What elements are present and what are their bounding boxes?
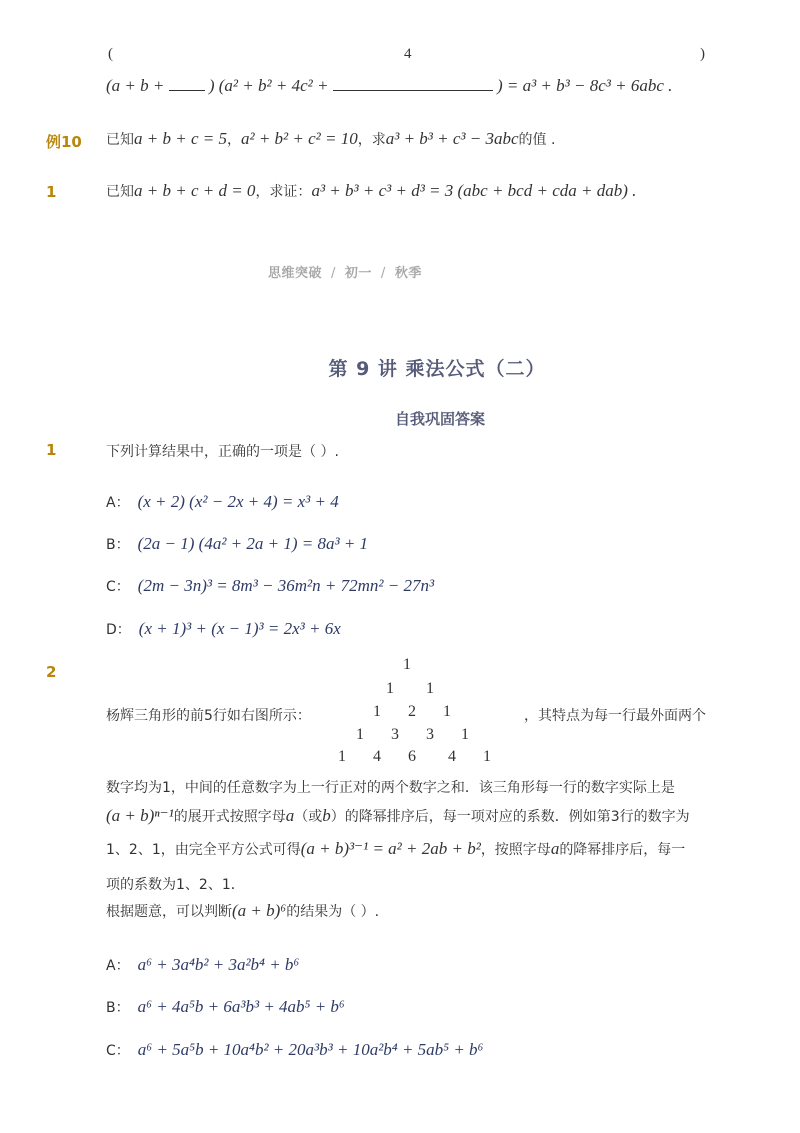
footer-part3: 秋季: [394, 266, 422, 281]
tri-r5-c2: 4: [373, 748, 381, 765]
q2-line3-b: （或: [294, 809, 323, 825]
page-footer: [268, 262, 422, 281]
section-subtitle: 自我巩固答案: [394, 410, 485, 428]
p1-cond: a + b + c + d = 0: [134, 181, 256, 200]
question-1-number: 1: [46, 441, 57, 459]
example-10-text: [106, 129, 555, 149]
q1-option-a-label: A：: [106, 495, 130, 511]
q1-option-c[interactable]: [106, 576, 434, 596]
tri-r5-c1: 1: [338, 748, 346, 765]
equation-right: ) = a³ + b³ − 8c³ + 6abc .: [496, 76, 673, 95]
q2-option-b[interactable]: [106, 997, 345, 1017]
q2-line3: [106, 806, 690, 826]
tri-r4-c3: 3: [426, 726, 434, 743]
q2-option-a-math: a⁶ + 3a⁴b² + 3a²b⁴ + b⁶: [137, 955, 300, 974]
q2-line4: [106, 839, 685, 859]
tri-r3-c3: 1: [443, 703, 451, 720]
tri-r2-c1: 1: [386, 680, 394, 697]
q1-option-b-math: (2a − 1) (4a² + 2a + 1) = 8a³ + 1: [137, 534, 369, 553]
tri-r5-c3: 6: [408, 748, 416, 765]
tri-r3-c1: 1: [373, 703, 381, 720]
q1-option-a-math: (x + 2) (x² − 2x + 4) = x³ + 4: [137, 492, 339, 511]
p1-mid: ，求证：: [255, 184, 312, 200]
q2-option-c-label: C：: [106, 1043, 130, 1059]
q2-line2: 数字均为1，中间的任意数字为上一行正对的两个数字之和．该三角形每一行的数字实际上是: [106, 780, 675, 796]
top-number: 4: [404, 46, 412, 62]
q2-line4-var: a: [550, 839, 560, 858]
q2-option-a-label: A：: [106, 958, 130, 974]
footer-part1: 思维突破: [268, 266, 323, 281]
paren-open: (: [108, 46, 113, 62]
footer-sep2: /: [380, 266, 386, 281]
paren-close: ): [700, 46, 705, 62]
q2-option-b-math: a⁶ + 4a⁵b + 6a³b³ + 4ab⁵ + b⁶: [137, 997, 345, 1016]
lecture-title: 第 9 讲 乘法公式（二）: [328, 358, 546, 380]
tri-r5-c4: 4: [448, 748, 456, 765]
tri-r3-c2: 2: [408, 703, 416, 720]
q2-option-c-math: a⁶ + 5a⁵b + 10a⁴b² + 20a³b³ + 10a²b⁴ + 5ab⁵ + b⁶: [137, 1040, 484, 1059]
tri-r4-c1: 1: [356, 726, 364, 743]
blank-long[interactable]: [333, 76, 493, 91]
example-10-number: 例10: [46, 133, 82, 151]
tri-r1-c1: 1: [403, 656, 411, 673]
q2-line3-var-a: a: [285, 806, 295, 825]
q1-option-d-math: (x + 1)³ + (x − 1)³ = 2x³ + 6x: [138, 619, 341, 638]
ex10-expr: a³ + b³ + c³ − 3abc: [385, 129, 519, 148]
question-2-number: 2: [46, 663, 57, 681]
q2-line5: 项的系数为1、2、1．: [106, 877, 245, 893]
q2-after-triangle: ，其特点为每一行最外面两个: [524, 708, 706, 724]
ex10-prefix: 已知: [106, 132, 134, 148]
q1-option-d-label: D：: [106, 622, 131, 638]
tri-r4-c4: 1: [461, 726, 469, 743]
ex10-suffix: 的值 .: [518, 132, 556, 148]
tri-r5-c5: 1: [483, 748, 491, 765]
ex10-cond2: a² + b² + c² = 10: [240, 129, 358, 148]
q2-line3-var-b: b: [322, 806, 331, 825]
tri-r2-c2: 1: [426, 680, 434, 697]
equation-mid: ) (a² + b² + 4c² +: [208, 76, 329, 95]
ex10-comma: ，: [226, 132, 241, 148]
q2-line3-c: ）的降幂排序后，每一项对应的系数．例如第3行的数字为: [330, 809, 690, 825]
q2-option-b-label: B：: [106, 1000, 130, 1016]
q2-line3-math: (a + b)ⁿ⁻¹: [106, 806, 174, 825]
q1-option-b[interactable]: [106, 534, 368, 554]
equation-left: (a + b +: [106, 76, 165, 95]
q2-line3-a: 的展开式按照字母: [173, 809, 286, 825]
blank-short[interactable]: [169, 76, 205, 91]
q2-line4-a: 1、2、1，由完全平方公式可得: [106, 842, 301, 858]
q2-line4-b: ，按照字母: [480, 842, 551, 858]
q2-line4-c: 的降幂排序后，每一: [559, 842, 686, 858]
q2-line4-math: (a + b)³⁻¹ = a² + 2ab + b²: [300, 839, 481, 858]
q2-ask-b: 的结果为（ ）.: [286, 904, 380, 920]
footer-part2: 初一: [344, 266, 372, 281]
q2-ask: [106, 901, 379, 921]
problem-1-text: [106, 181, 636, 201]
tri-r4-c2: 3: [391, 726, 399, 743]
footer-sep1: /: [331, 266, 336, 281]
problem-1-number: 1: [46, 183, 57, 201]
q1-option-d[interactable]: [106, 619, 341, 639]
q1-option-a[interactable]: [106, 492, 339, 512]
q2-option-c[interactable]: [106, 1040, 483, 1060]
p1-prefix: 已知: [106, 184, 134, 200]
q2-ask-a: 根据题意，可以判断: [106, 904, 232, 920]
q2-intro: 杨辉三角形的前5行如右图所示：: [106, 708, 311, 724]
top-equation: [106, 76, 672, 96]
ex10-cond1: a + b + c = 5: [134, 129, 227, 148]
q1-option-b-label: B：: [106, 537, 130, 553]
question-1-stem: 下列计算结果中，正确的一项是（ ）.: [106, 444, 339, 460]
q2-option-a[interactable]: [106, 955, 299, 975]
q1-option-c-label: C：: [106, 579, 130, 595]
q1-option-c-math: (2m − 3n)³ = 8m³ − 36m²n + 72mn² − 27n³: [137, 576, 435, 595]
q2-ask-math: (a + b)⁶: [232, 901, 287, 920]
p1-expr: a³ + b³ + c³ + d³ = 3 (abc + bcd + cda + dab) .: [311, 181, 637, 200]
ex10-ask: ，求: [357, 132, 386, 148]
